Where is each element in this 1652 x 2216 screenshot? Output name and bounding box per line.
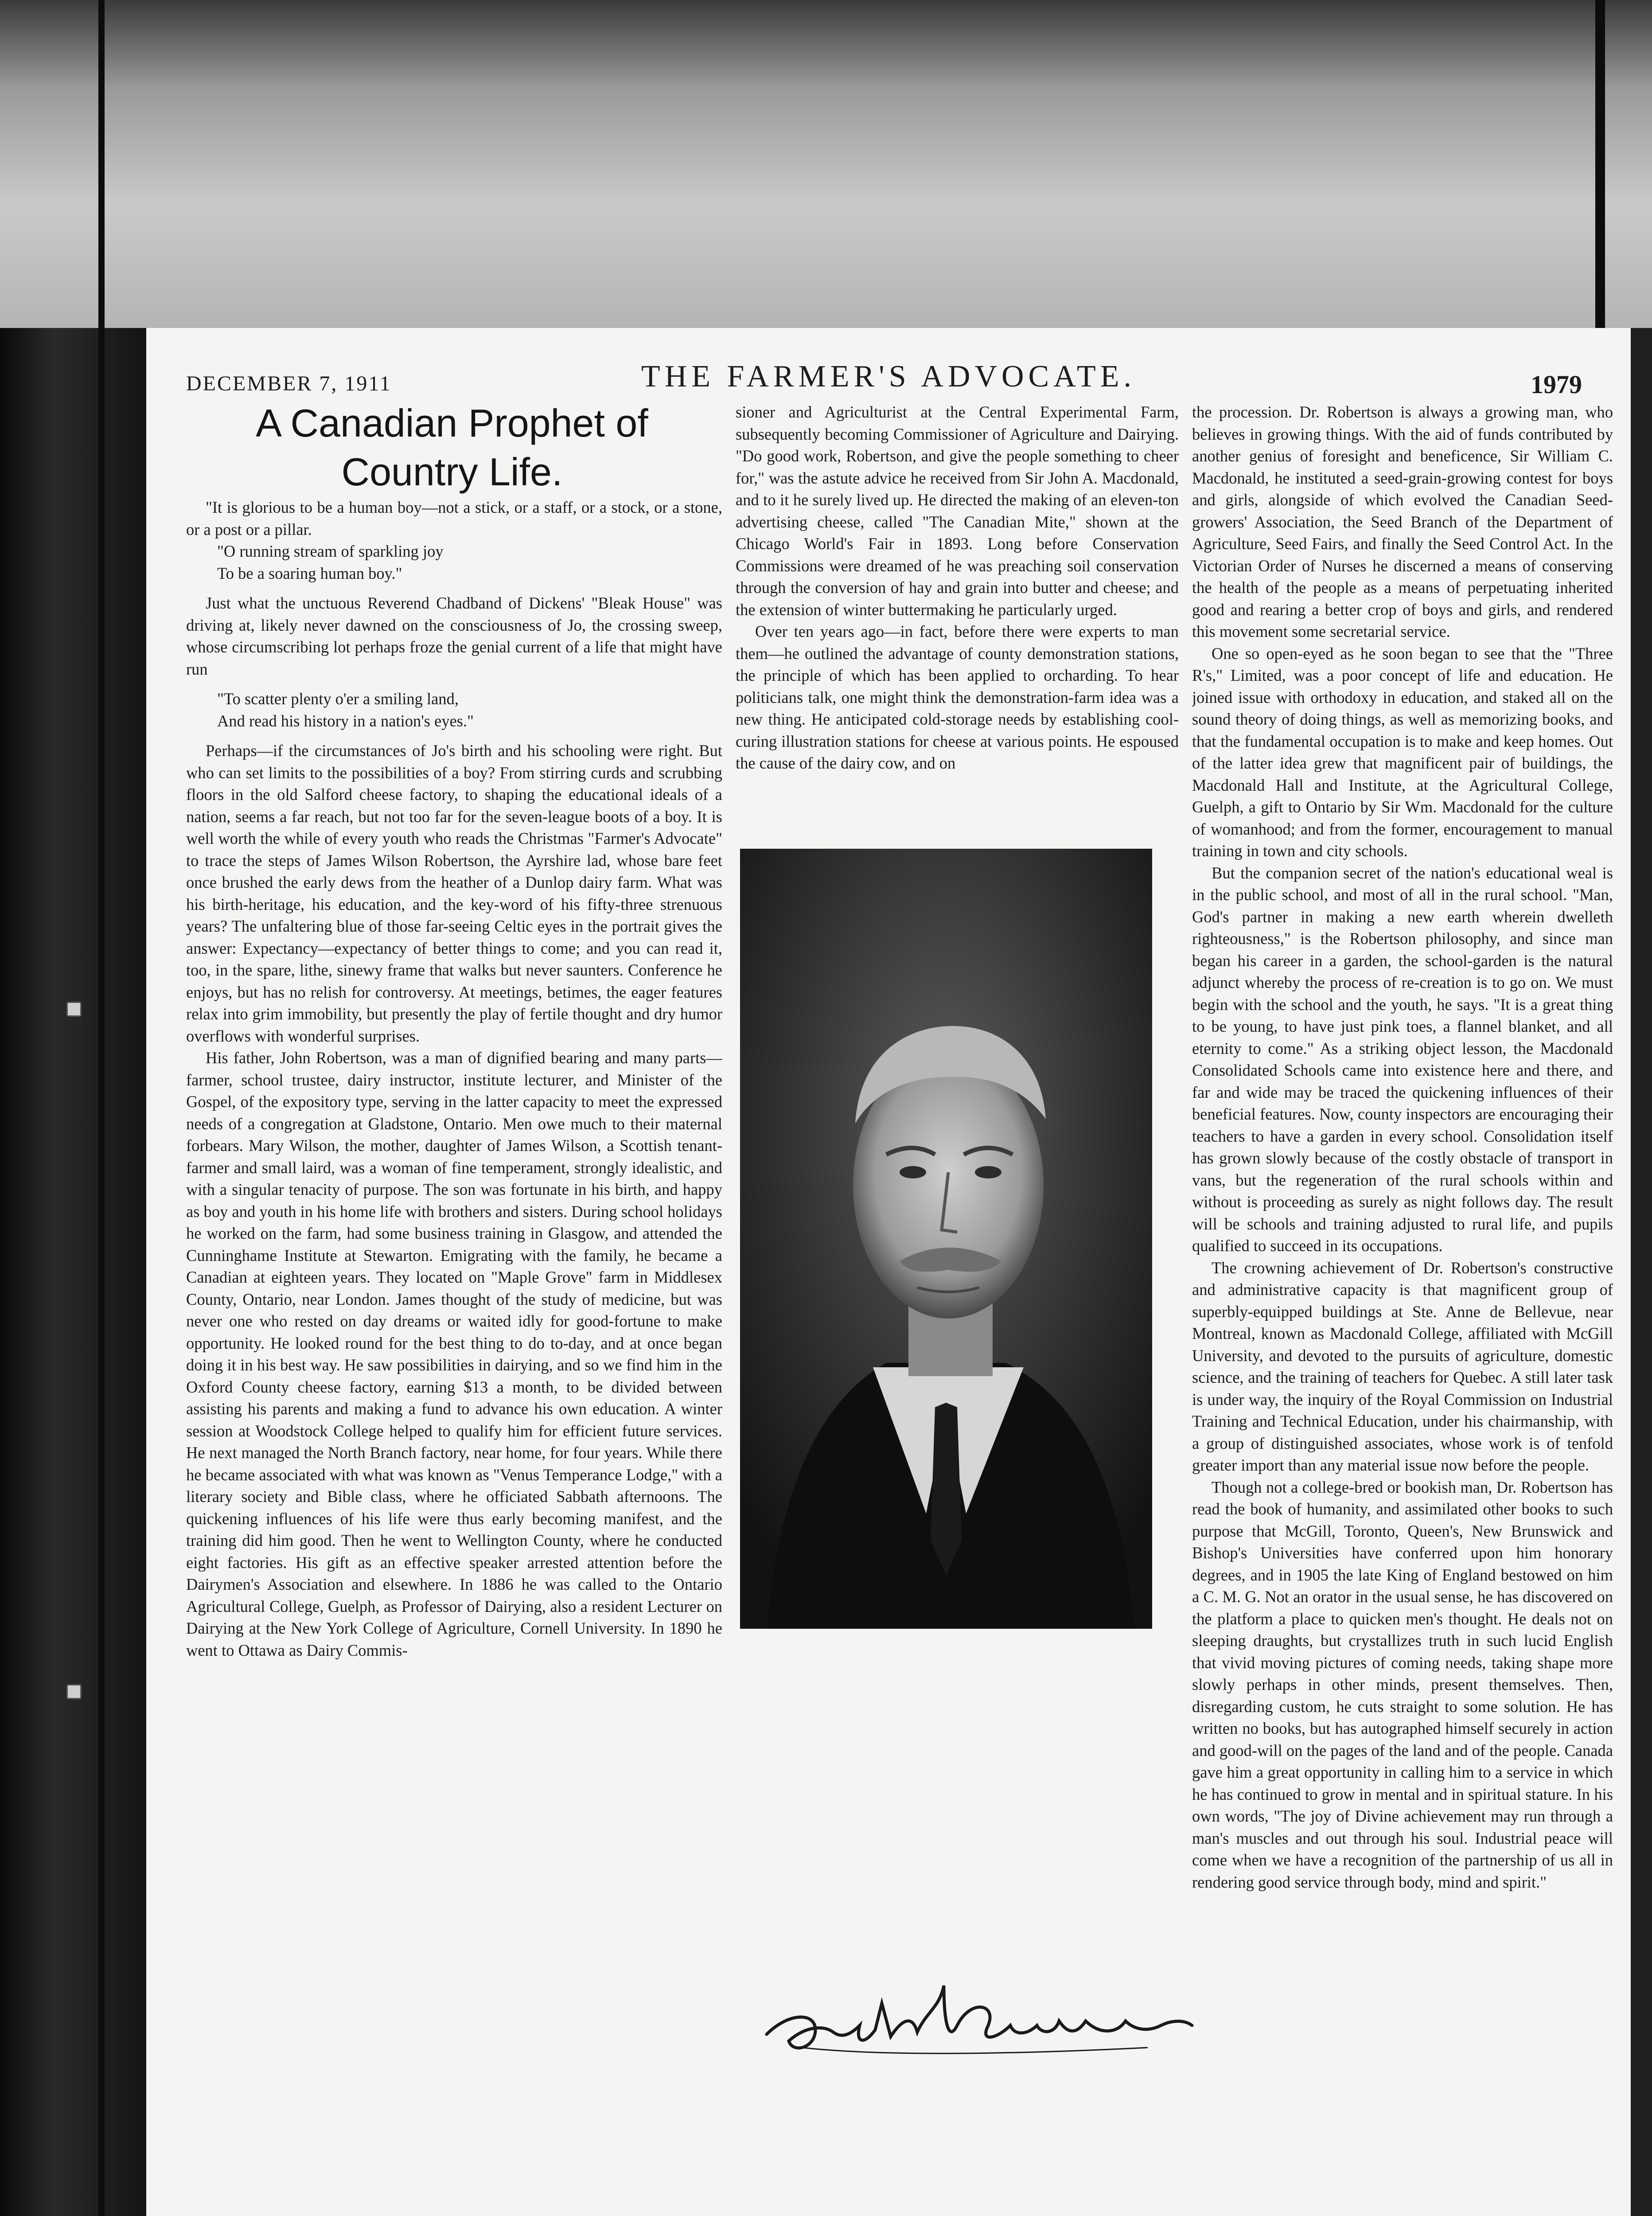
article-paragraph: Over ten years ago—in fact, before there were experts to man them—he outlined the advantage of county demonstration stations, the principle of which has been applied to orcharding. To hear politicians talk, one might think the demonstration-farm idea was a new thing. He anticipated cold-storage needs by establishing cool-curing illustration stations for cheese at various points. He espoused the cause of the dairy cow, and on — [736, 622, 1179, 772]
portrait-photo — [740, 849, 1152, 1629]
article-paragraph: His father, John Robertson, was a man of dignified bearing and many parts—farmer, school trustee, dairy instructor, institute lecturer, and Minister of the Gospel, of the expository type, serving in the latter capacity to meet the expressed needs of a congregation at Gladstone, Ontario. Men owe much to their maternal forbears. Mary Wilson, the mother, daughter of James Wilson, a Scottish tenant-farmer and small laird, was a woman of fine temperament, strongly idealistic, and with a singular tenacity of purpose. The son was fortunate in his birth, and happy as boy and youth in his home life with brothers and sisters. During school holidays he worked on the farm, had some business training in Glasgow, and attended the Cunninghame Institute at Stewarton. Emigrating with the family, he became a Canadian at eighteen years. They located on "Maple Grove" farm in Middlesex County, Ontario, near London. James thought of the study of medicine, but was never one who rested on day dreams or waited idly for good-fortune to make opportunity. He looked round for the best thing to do to-day, and at once began doing it in his best way. He saw possibilities in dairying, and so we find him in the Oxford County cheese factory, earning $13 a month, to be divided between assisting his parents and making a fund to advance his own education. A winter session at Woodstock College helped to qualify him for efficient future services. He next managed the North Branch factory, near home, for four years. While there he became associated with what was known as "Venus Temperance Lodge," with a literary society and Bible class, where he officiated Sabbath afternoons. The quickening influences of his life were thus early becoming manifest, and the training did him good. Then he went to Wellington County, where he conducted eight factories. His gift as an effective speaker arrested attention before the Dairymen's Association and elsewhere. In 1886 he was called to the Ontario Agricultural College, Guelph, as Professor of Dairying, also a resident Lecturer on Dairying at the New York College of Agriculture, Cornell University. In 1890 he went to Ottawa as Dairy Commis- — [186, 1049, 722, 1659]
article-column-1 — [186, 496, 722, 2216]
page-number: 1979 — [1531, 370, 1582, 399]
article-title: A Canadian Prophet of Country Life. — [256, 401, 648, 494]
article-column-2-top — [736, 401, 1179, 782]
scan-background-top — [0, 0, 1652, 328]
article-paragraph: And read his history in a nation's eyes." — [217, 711, 474, 730]
article-paragraph: "O running stream of sparkling joy — [217, 542, 444, 560]
signature-image — [749, 1959, 1210, 2074]
article-paragraph: "It is glorious to be a human boy—not a stick, or a staff, or a stock, or a stone, or a post or a pillar. — [186, 498, 722, 538]
article-paragraph: But the companion secret of the nation's educational weal is in the public school, and most of all in the rural school. "Man, God's partner in making a new earth wherein dwelleth righteousness," is the Robertson philosophy, and since man began his career in a garden, the school-garden is the natural adjunct whereby the process of re-creation is to go on. We must begin with the school and the youth, he says. "It is a great thing to be young, to have just pink toes, a flannel blanket, and all eternity to come." As a striking object lesson, the Macdonald Consolidated Schools came into existence here and there, and far and wide may be traced the quickening influences of their beneficial features. Now, county inspectors are encouraging their teachers to have a garden in every school. Consolidation itself has grown slowly because of the costly obstacle of transport in vans, but the regeneration of the rural schools within and without is proceeding as surely as night follows day. The result will be schools and training adjusted to rural life, and pupils qualified to succeed in its occupations. — [1192, 863, 1613, 1255]
masthead-title: THE FARMER'S ADVOCATE. — [641, 359, 1136, 394]
scan-background-right — [1631, 328, 1652, 2216]
article-paragraph: Just what the unctuous Reverend Chadband of Dickens' "Bleak House" was driving at, likely never dawned on the consciousness of Jo, the crossing sweep, whose circumscribing lot perhaps froze the genial current of a life that might have run — [186, 594, 722, 678]
portrait-image — [740, 849, 1152, 1629]
film-edge-bar — [98, 0, 105, 2216]
article-paragraph: One so open-eyed as he soon began to see that the "Three R's," Limited, was a poor concept of life and education. He joined issue with orthodoxy in education, and staked all on the sound theory of doing things, as well as memorizing books, and that the fundamental occupation is to make and keep homes. Out of the latter idea grew that magnificent pair of buildings, the Macdonald Hall and Institute, at the Agricultural College, Guelph, a gift to Ontario by Sir Wm. Macdonald for the culture of womanhood; and from the former, encouragement to manual training in town and city schools. — [1192, 644, 1613, 860]
scan-margin-mark — [66, 1684, 82, 1699]
article-paragraph: Perhaps—if the circumstances of Jo's birth and his schooling were right. But who can set limits to the possibilities of a boy? From stirring curds and scrubbing floors in the old Salford cheese factory, to shaping the educational ideals of a nation, seems a far reach, but not too far for the seven-league boots of a boy. It is well worth the while of every youth who reads the Christmas "Farmer's Advocate" to trace the steps of James Wilson Robertson, the Ayrshire lad, whose bare feet once brushed the early dews from the heather of a Dunlop dairy farm. What was his birth-heritage, his education, and the key-word of his fifty-three strenuous years? The unfaltering blue of those far-seeing Celtic eyes in the portrait gives the answer: Expectancy—expectancy of better things to come; and you can read it, too, in the spare, lithe, sinewy frame that walks but never saunters. Conference he enjoys, but has no relish for controversy. At meetings, betimes, the eager features relax into grim immobility, but presently the play of fertile thought and dry humor overflows with wonderful surprises. — [186, 741, 722, 1045]
scan-background-left — [0, 328, 146, 2216]
newspaper-page — [146, 328, 1631, 2216]
article-paragraph: To be a soaring human boy." — [217, 564, 402, 582]
issue-date: DECEMBER 7, 1911 — [186, 372, 392, 395]
article-paragraph: The crowning achievement of Dr. Robertson's constructive and administrative capacity is that magnificent group of superbly-equipped buildings at Ste. Anne de Bellevue, near Montreal, known as Macdonald College, affiliated with McGill University, and devoted to the pursuits of agriculture, domestic science, and the training of teachers for Quebec. A still later task is under way, the inquiry of the Royal Commission on Industrial Training and Technical Education, under his chairmanship, with a group of distinguished associates, whose work is of tenfold greater import than any material issue now before the people. — [1192, 1258, 1613, 1474]
article-paragraph: the procession. Dr. Robertson is always a growing man, who believes in growing things. With the aid of funds contributed by another genius of foresight and beneficence, Sir William C. Macdonald, he instituted a seed-grain-growing contest for boys and girls, alongside of which evolved the Canadian Seed-growers' Association, the Seed Branch of the Department of Agriculture, Seed Fairs, and finally the Seed Control Act. In the Victorian Order of Nurses he discerned a means of conserving the health of the people as a means of perpetuating inherited good and rearing a better crop of boys and girls, and rendered this movement some secretarial service. — [1192, 403, 1613, 640]
article-paragraph: sioner and Agriculturist at the Central Experimental Farm, subsequently becoming Commissioner of Agriculture and Dairying. "Do good work, Robertson, and give the people something to cheer for," was the astute advice he received from Sir John A. Macdonald, and to it he surely lived up. He directed the making of an eleven-ton advertising cheese, called "The Canadian Mite," shown at the Chicago World's Fair in 1893. Long before Conservation Commissions were dreamed of he was preaching soil conservation through the conversion of hay and grain into butter and cheese; and the extension of winter buttermaking he particularly urged. — [736, 403, 1179, 619]
scan-margin-mark — [66, 1002, 82, 1017]
article-paragraph: "To scatter plenty o'er a smiling land, — [217, 690, 459, 708]
article-column-3 — [1192, 401, 1613, 2216]
page-header — [146, 350, 1631, 403]
article-paragraph: Though not a college-bred or bookish man, Dr. Robertson has read the book of humanity, and assimilated other books to such purpose that McGill, Toronto, Queen's, New Brunswick and Bishop's Universities have conferred upon him honorary degrees, and in 1905 the late King of England bestowed on him a C. M. G. Not an orator in the usual sense, he has discovered on the platform a place to quicken men's thought. He deals not on sleeping draughts, but crystallizes truth in such lucid English that vivid moving pictures of coming needs, taking shape more slowly perhaps in other minds, present themselves. Then, disregarding custom, he cuts straight to some solution. He has written no books, but has autographed himself securely in action and good-will on the pages of the land and of the people. Canada gave him a great opportunity in calling him to a service in which he has continued to grow in mental and in spiritual stature. In his own words, "The joy of Divine achievement may run through a man's muscles and out through his soul. Industrial peace will come when we have a recognition of the partnership of us all in rendering good service through body, mind and spirit." — [1192, 1478, 1613, 1891]
